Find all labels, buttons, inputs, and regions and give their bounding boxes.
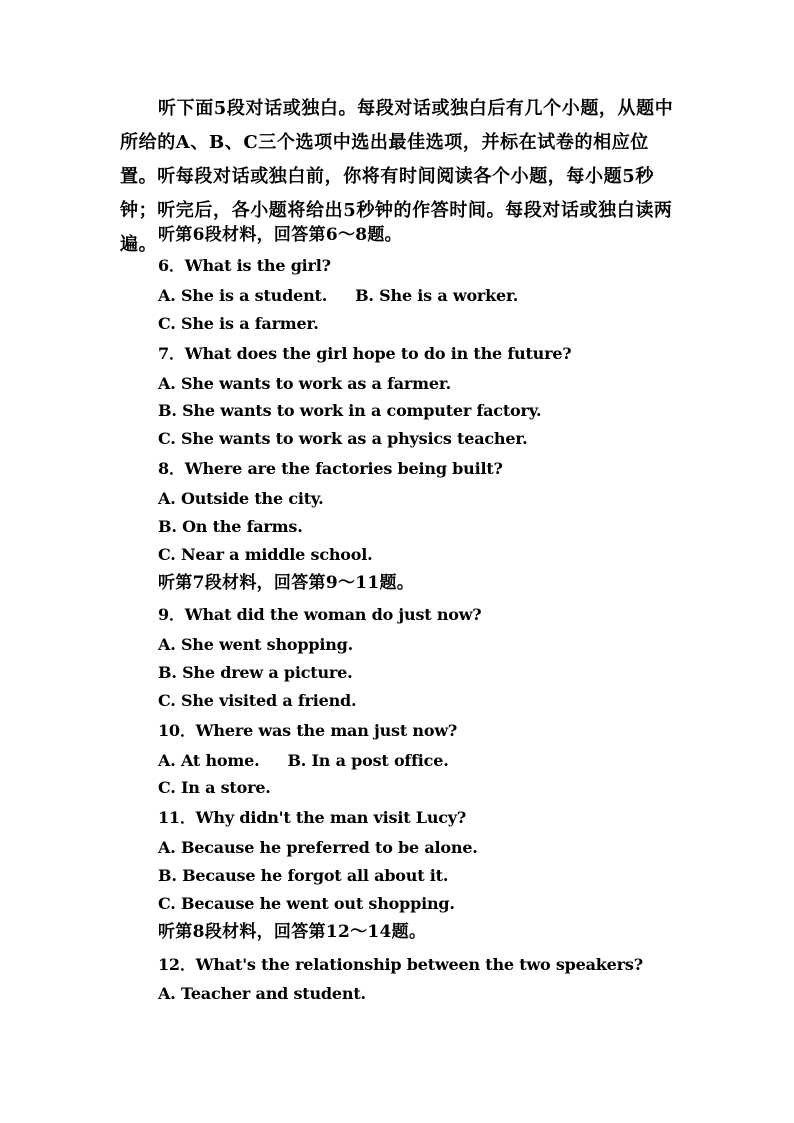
- option-7a: A. She wants to work as a farmer.: [158, 374, 452, 393]
- section-heading-7: 听第7段材料，回答第9～11题。: [158, 573, 415, 593]
- option-10b: B. In a post office.: [287, 751, 449, 770]
- option-9c: C. She visited a friend.: [158, 691, 357, 710]
- option-7b: B. She wants to work in a computer factory.: [158, 401, 542, 420]
- option-6c: C. She is a farmer.: [158, 314, 319, 333]
- option-9a: A. She went shopping.: [158, 635, 353, 654]
- section-heading-8: 听第8段材料，回答第12～14题。: [158, 922, 427, 942]
- option-10c: C. In a store.: [158, 778, 271, 797]
- option-9b: B. She drew a picture.: [158, 663, 353, 682]
- option-11a: A. Because he preferred to be alone.: [158, 838, 478, 857]
- option-10a: A. At home.: [158, 751, 260, 770]
- option-8b: B. On the farms.: [158, 517, 303, 536]
- question-stem-8: 8．Where are the factories being built?: [158, 459, 503, 478]
- option-row-6ab: [158, 285, 518, 307]
- question-stem-12: 12．What's the relationship between the two speakers?: [158, 955, 643, 974]
- option-8c: C. Near a middle school.: [158, 545, 373, 564]
- question-stem-11: 11．Why didn't the man visit Lucy?: [158, 808, 467, 827]
- option-11c: C. Because he went out shopping.: [158, 894, 455, 913]
- question-stem-9: 9．What did the woman do just now?: [158, 605, 482, 624]
- option-11b: B. Because he forgot all about it.: [158, 866, 449, 885]
- option-8a: A. Outside the city.: [158, 489, 324, 508]
- option-6a: A. She is a student.: [158, 286, 328, 305]
- option-row-10ab: [158, 750, 449, 772]
- section-heading-6: 听第6段材料，回答第6～8题。: [158, 225, 402, 245]
- question-stem-10: 10．Where was the man just now?: [158, 721, 458, 740]
- listening-instructions: 听下面5段对话或独白。每段对话或独白后有几个小题，从题中所给的A、B、C三个选项中选出最佳选项，并标在试卷的相应位置。听每段对话或独白前，你将有时间阅读各个小题，每小题5秒钟；听完后，各小题将给出5秒钟的作答时间。每段对话或独白读两遍。: [120, 98, 674, 255]
- option-12a: A. Teacher and student.: [158, 984, 366, 1003]
- option-6b: B. She is a worker.: [355, 286, 519, 305]
- question-stem-6: 6．What is the girl?: [158, 256, 331, 275]
- option-7c: C. She wants to work as a physics teacher.: [158, 429, 528, 448]
- question-stem-7: 7．What does the girl hope to do in the future?: [158, 344, 572, 363]
